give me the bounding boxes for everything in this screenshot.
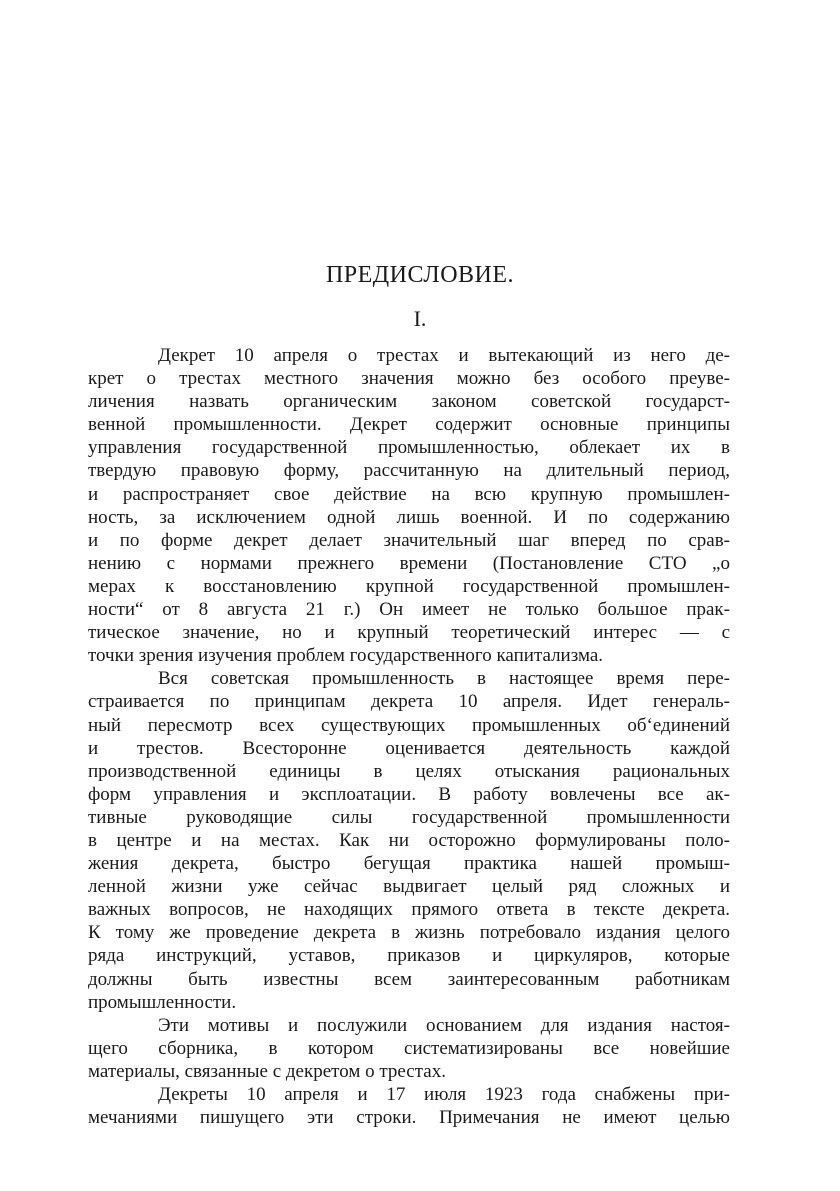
text-line: тивные руководящие силы государственной промышленности	[88, 806, 730, 828]
text-line: Вся советская промышленность в настоящее время пере-	[158, 668, 730, 690]
text-line: нению с нормами прежнего времени (Постановление СТО „о	[88, 552, 730, 574]
text-line: личения назвать органическим законом советской государст-	[88, 391, 730, 413]
text-line: точки зрения изучения проблем государственного капитализма.	[88, 645, 604, 667]
text-line: К тому же проведение декрета в жизнь потребовало издания целого	[88, 922, 730, 944]
body-text	[88, 344, 730, 1129]
section-number: I.	[413, 306, 427, 331]
text-line: страивается по принципам декрета 10 апреля. Идет генераль-	[88, 691, 730, 713]
text-line: форм управления и эксплоатации. В работу вовлечены все ак-	[88, 783, 730, 805]
text-line: важных вопросов, не находящих прямого ответа в тексте декрета.	[88, 899, 730, 921]
text-line: управления государственной промышленностью, облекает их в	[88, 437, 730, 459]
text-line: Эти мотивы и послужили основанием для издания настоя-	[158, 1014, 730, 1036]
paragraph-2	[88, 667, 730, 1013]
text-line: крет о трестах местного значения можно без особого преуве-	[88, 368, 730, 390]
text-line: должны быть известны всем заинтересованным работникам	[88, 968, 730, 990]
text-line: Декреты 10 апреля и 17 июля 1923 года снабжены при-	[158, 1084, 730, 1105]
text-line: ность, за исключением одной лишь военной. И по содержанию	[88, 506, 730, 528]
paragraph-4	[88, 1083, 730, 1129]
text-line: и трестов. Всесторонне оценивается деятельность каждой	[88, 737, 730, 759]
text-line: щего сборника, в котором систематизированы все новейшие	[88, 1037, 730, 1059]
text-line: ный пересмотр всех существующих промышленных об‘единений	[88, 714, 730, 736]
text-line: твердую правовую форму, рассчитанную на длительный период,	[88, 460, 730, 482]
text-line: Декрет 10 апреля о трестах и вытекающий из него де-	[158, 345, 730, 366]
paragraph-1	[88, 344, 730, 667]
text-line: жения декрета, быстро бегущая практика нашей промыш-	[88, 853, 730, 875]
text-line: тическое значение, но и крупный теоретический интерес — с	[88, 622, 730, 644]
text-line: и распространяет свое действие на всю крупную промышлен-	[88, 483, 730, 505]
text-line: ряда инструкций, уставов, приказов и циркуляров, которые	[88, 945, 730, 967]
text-line: материалы, связанные с декретом о трестах.	[88, 1060, 446, 1082]
text-line: в центре и на местах. Как ни осторожно формулированы поло-	[88, 829, 730, 851]
page-title: ПРЕДИСЛОВИЕ.	[325, 262, 515, 288]
text-line: ности“ от 8 августа 21 г.) Он имеет не только большое прак-	[88, 599, 730, 621]
text-line: производственной единицы в целях отыскания рациональных	[88, 760, 730, 782]
text-line: промышленности.	[88, 991, 237, 1013]
text-line: венной промышленности. Декрет содержит основные принципы	[88, 414, 730, 436]
text-line: мечаниями пишущего эти строки. Примечания не имеют целью	[88, 1107, 730, 1129]
text-line: ленной жизни уже сейчас выдвигает целый ряд сложных и	[88, 876, 730, 898]
paragraph-3	[88, 1014, 730, 1083]
text-line: и по форме декрет делает значительный шаг вперед по срав-	[88, 529, 730, 551]
text-line: мерах к восстановлению крупной государственной промышлен-	[88, 575, 730, 597]
